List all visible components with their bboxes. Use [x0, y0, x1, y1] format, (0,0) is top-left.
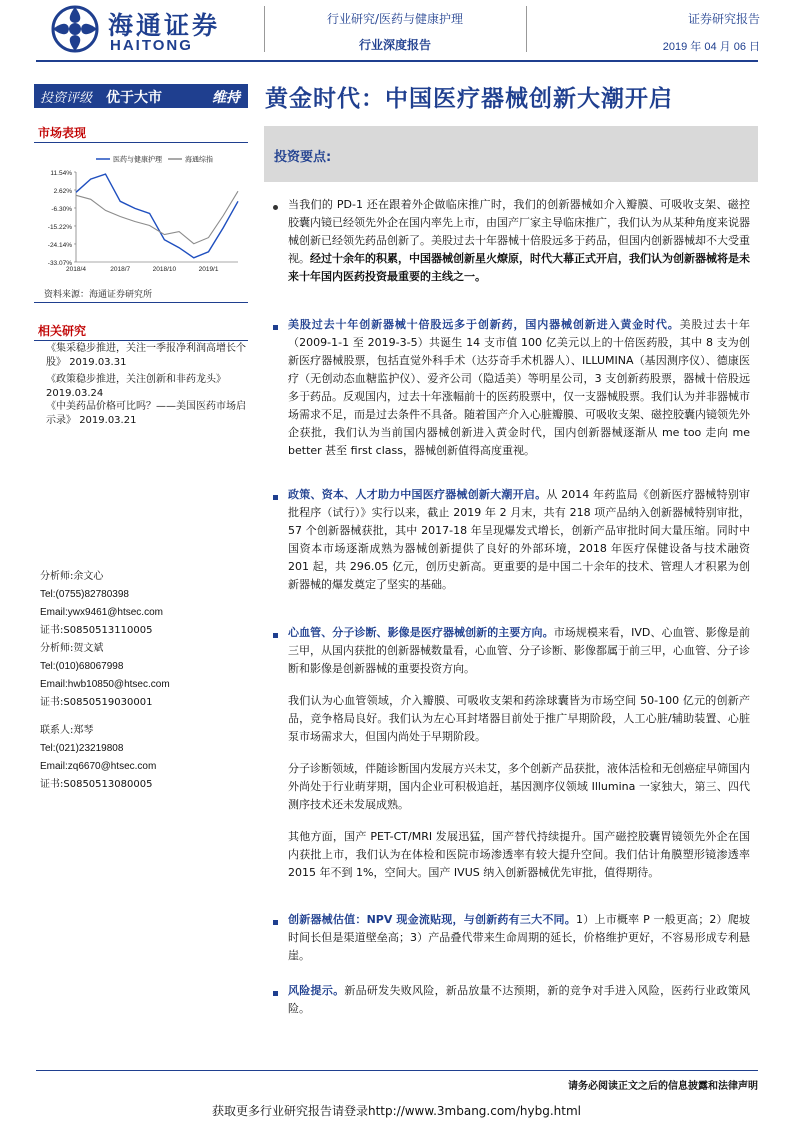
y-tick-label: -6.30% — [51, 205, 72, 213]
keypoint-heading: 心血管、分子诊断、影像是医疗器械创新的主要方向。 — [288, 626, 554, 639]
keypoint-text: 1）上市概率 P 一般更高；2）爬坡时间长但是渠道壁垒高；3）产品叠代带来生命周期的延长，价格维护更好，不容易形成专利悬崖。 — [288, 913, 751, 962]
analyst-block — [40, 722, 156, 794]
keypoints-header-box — [264, 126, 758, 182]
related-section-title: 相关研究 — [38, 324, 87, 338]
related-report[interactable] — [46, 342, 246, 370]
keypoint-heading: 创新器械估值：NPV 现金流贴现，与创新药有三大不同。 — [288, 913, 577, 926]
keypoint-text: 新品研发失败风险，新品放量不达预期，新的竞争对手进入风险，医药行业政策风险。 — [288, 984, 750, 1015]
keypoint-text: 美股过去十年（2009-1-1 至 2019-3-5）共诞生 14 支市值 100 亿美元以上的十倍医药股，其中 8 支为创新医疗器械股票，包括直觉外科手术（达芬奇手术机器人）、ILLUMINA（基因测序仪）、德康医疗（无创动态血糖监护仪）、爱齐公司（隐适美）等明星公司，3 支创新药股票，器械十倍股远多于药品。反观国内，过去十年涨幅前十的医药股票中，仅一支器械股票。我们认为并非器械市场需求不足，而是过去条件不具备。随着国产介入心脏瓣膜、可吸收支架、磁控胶囊内镜领先外企获批，我们认为当前国内器械创新进入黄金时代，国内创新器械逐渐从 me too 走向 me better 甚至 first class，器械创新值得高度重视。 — [288, 318, 750, 457]
analyst-email[interactable]: Email:ywx9461@htsec.com — [40, 607, 163, 618]
keypoint-paragraph — [288, 196, 750, 286]
related-report[interactable] — [46, 373, 246, 401]
analyst-block — [40, 640, 170, 712]
analyst-tel: Tel:(010)68067998 — [40, 661, 124, 672]
keypoint-heading: 政策、资本、人才助力中国医疗器械创新大潮开启。 — [288, 488, 547, 501]
legend-label: 医药与健康护理 — [113, 155, 162, 164]
series-line — [76, 191, 238, 244]
bullet-icon — [273, 325, 278, 330]
x-tick-label: 2018/4 — [66, 266, 86, 273]
keypoint-paragraph: 我们认为心血管领域，介入瓣膜、可吸收支架和药涂球囊皆为市场空间 50-100 亿元的创新产品，竞争格局良好。我们认为左心耳封堵器目前处于推广早期阶段，人工心脏/辅助装置、心脏泵市场需求大，但国内尚处于早期阶段。 — [288, 694, 750, 743]
header-divider — [526, 6, 527, 52]
keypoint-paragraph — [288, 982, 750, 1018]
x-tick-label: 2018/10 — [152, 266, 177, 273]
bullet-icon — [273, 991, 278, 996]
report-category: 行业研究/医药与健康护理 — [326, 12, 464, 26]
related-report-date: 2019.03.21 — [79, 415, 137, 426]
y-tick-label: -15.22% — [47, 223, 72, 231]
brand-label: 证券研究报告 — [687, 12, 760, 26]
keypoint-text: 当我们的 PD-1 还在跟着外企做临床推广时，我们的创新器械如介入瓣膜、可吸收支架、磁控胶囊内镜已经领先外企在国内率先上市，由国产厂家主导临床推广，我们认为从某种角度来说器械创新已经领先药品创新了。美股过去十年器械十倍股远多于药品，但国内创新器械却不大受重视。 — [288, 198, 750, 265]
analyst-tel: Tel:(021)23219808 — [40, 743, 124, 754]
keypoint-paragraph: 分子诊断领域，伴随诊断国内发展方兴未艾，多个创新产品获批，液体活检和无创癌症早筛国内外尚处于行业萌芽期，国内企业可积极追赶，基因测序仪领域 Illumina 一家独大，第三、四代测序技术还未发展成熟。 — [288, 762, 750, 811]
keypoint-paragraph — [288, 486, 750, 594]
related-report-title: 《集采稳步推进，关注一季报净利润高增长个股》 — [46, 343, 246, 368]
keypoint-emphasis: 经过十余年的积累，中国器械创新星火燎原，时代大幕正式开启，我们认为创新器械将是未来十年国内医药投资最重要的主线之一。 — [288, 252, 750, 283]
related-report-date: 2019.03.31 — [69, 357, 127, 368]
page-title: 黄金时代：中国医疗器械创新大潮开启 — [265, 85, 673, 112]
keypoints-title: 投资要点: — [274, 150, 332, 165]
chart-source: 资料来源：海通证券研究所 — [44, 290, 153, 300]
section-rule — [34, 340, 248, 341]
company-logo — [50, 4, 250, 54]
related-report-date: 2019.03.24 — [46, 388, 104, 399]
footer-rule — [36, 1070, 758, 1071]
market-section-title: 市场表现 — [38, 126, 87, 140]
related-report[interactable] — [46, 400, 246, 428]
analyst-tel: Tel:(0755)82780398 — [40, 589, 129, 600]
section-rule — [34, 142, 248, 143]
analyst-block — [40, 568, 163, 640]
y-tick-label: 2.62% — [53, 187, 72, 195]
bullet-icon — [273, 495, 278, 500]
analyst-name: 分析师:余文心 — [40, 571, 104, 582]
rating-label: 投资评级 — [40, 91, 93, 106]
keypoint-text: 从 2014 年药监局《创新医疗器械特别审批程序（试行）》实行以来，截止 2019 年 2 月末，共有 218 项产品纳入创新器械特别审批，57 个创新器械获批，其中 2017-18 年呈现爆发式增长，创新产品审批时间大量压缩。同时中国资本市场逐渐成熟为器械创新提供了良好的外部环境，2018 年医疗保健设备与技术融资 201 起，共 296.05 亿元，创历史新高。更重要的是中国二十余年的技术、管理人才积累为创新器械的爆发奠定了坚实的基础。 — [288, 488, 750, 591]
bullet-icon — [273, 205, 278, 210]
chart-svg — [38, 150, 248, 280]
market-performance-chart — [38, 150, 248, 280]
y-tick-label: -33.07% — [47, 260, 72, 267]
x-tick-label: 2019/1 — [198, 266, 219, 273]
haitong-logo-icon — [50, 4, 100, 54]
report-type: 行业深度报告 — [358, 38, 431, 52]
keypoint-text: 市场规模来看，IVD、心血管、影像是前三甲，从国内获批的创新器械数量看，心血管、分子诊断、影像都属于前三甲，心血管、分子诊断和影像是创新器械的重要投资方向。 — [288, 626, 750, 675]
series-line — [76, 174, 238, 258]
section-rule — [34, 302, 248, 303]
logo-english-name: HAITONG — [110, 37, 193, 54]
analyst-name: 联系人:郑琴 — [40, 725, 94, 736]
y-tick-label: 11.54% — [50, 170, 72, 177]
keypoint-paragraph — [288, 624, 750, 678]
keypoint-paragraph — [288, 911, 750, 965]
disclaimer-note: 请务必阅读正文之后的信息披露和法律声明 — [568, 1081, 758, 1092]
legend-label: 海通综指 — [185, 155, 213, 164]
report-date: 2019 年 04 月 06 日 — [662, 41, 760, 53]
keypoint-heading: 美股过去十年创新器械十倍股远多于创新药，国内器械创新进入黄金时代。 — [288, 318, 680, 331]
analyst-cert: 证书:S0850513110005 — [40, 625, 153, 636]
x-tick-label: 2018/7 — [110, 266, 131, 273]
logo-chinese-name: 海通证券 — [108, 11, 221, 40]
keypoint-paragraph: 其他方面，国产 PET-CT/MRI 发展迅猛，国产替代持续提升。国产磁控胶囊胃镜领先外企在国内获批上市，我们认为在体检和医院市场渗透率有较大提升空间。我们估计角膜塑形镜渗透率 2015 年不到 1%，空间大。国产 IVUS 纳入创新器械优先审批，值得期待。 — [288, 830, 750, 879]
rating-status: 维持 — [212, 90, 240, 106]
analyst-cert: 证书:S0850513080005 — [40, 779, 153, 790]
bullet-icon — [273, 920, 278, 925]
keypoint-heading: 风险提示。 — [288, 984, 345, 997]
analyst-email[interactable]: Email:hwb10850@htsec.com — [40, 679, 170, 690]
analyst-cert: 证书:S0850519030001 — [40, 697, 153, 708]
analyst-email[interactable]: Email:zq6670@htsec.com — [40, 761, 157, 772]
y-tick-label: -24.14% — [47, 241, 72, 249]
header-rule — [36, 60, 758, 62]
rating-bar — [34, 84, 248, 108]
bullet-icon — [273, 633, 278, 638]
analyst-name: 分析师:贺文斌 — [40, 643, 104, 654]
related-report-title: 《政策稳步推进，关注创新和非药龙头》 — [46, 374, 226, 385]
keypoint-paragraph — [288, 316, 750, 460]
rating-value: 优于大市 — [106, 90, 162, 106]
footer-link[interactable]: 获取更多行业研究报告请登录http://www.3mbang.com/hybg.html — [211, 1104, 581, 1118]
related-report-title: 《中美药品价格可比吗？——美国医药市场启示录》 — [46, 401, 246, 426]
